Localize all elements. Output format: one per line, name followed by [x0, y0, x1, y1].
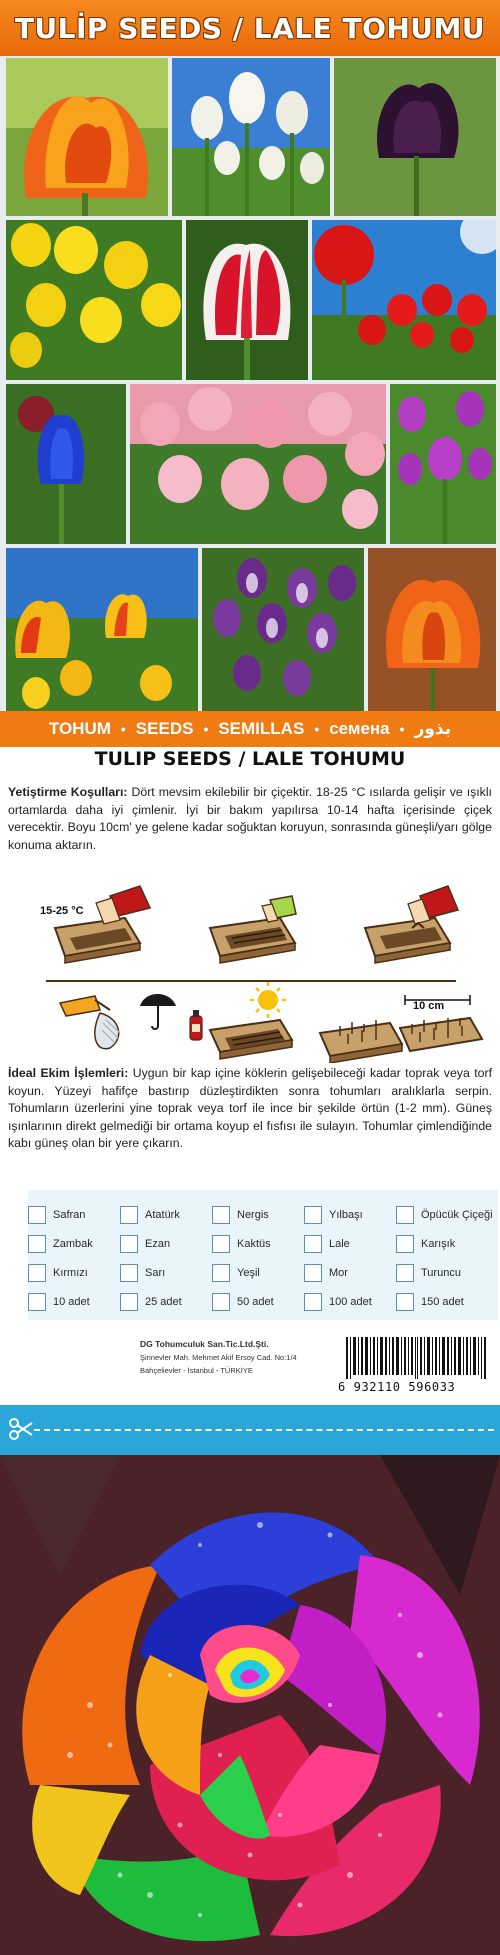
checklist-label: Zambak: [53, 1237, 93, 1250]
band-word-semillas: SEMILLAS: [218, 719, 305, 738]
growing-conditions-body: Dört mevsim ekilebilir bir çiçektir. 18-25 °C ısılarda gelişir ve ışıklı ortamlarda daha iyi çimlenir. İyi bir bakım yapılırsa 10-14 hafta içerisinde çiçek verecektir. Boyu 10cm' ye gelene kadar soğuktan koruyun, sonrasında güneşli/yarı gölge konuma aktarın.: [8, 785, 492, 852]
checklist-item: [120, 1293, 212, 1311]
checklist-item: [28, 1264, 120, 1282]
planting-steps-text: [8, 1065, 492, 1153]
checkbox[interactable]: [120, 1293, 138, 1311]
checkbox[interactable]: [212, 1264, 230, 1282]
tulip-photo-collage: [0, 56, 500, 711]
company-info: [140, 1338, 330, 1377]
checklist-label: Karışık: [421, 1237, 456, 1250]
purple-white-tulips-photo: [202, 548, 364, 711]
checklist-label: Öpücük Çiçeği: [421, 1208, 493, 1221]
checklist-item: [28, 1293, 120, 1311]
striped-tulip-photo: [186, 220, 308, 380]
purple-tulips-photo: [390, 384, 496, 544]
checklist-item: [396, 1264, 488, 1282]
black-tulip-photo: [334, 58, 496, 216]
planting-illustrations-row-1: [0, 868, 500, 968]
checkbox[interactable]: [120, 1235, 138, 1253]
checkbox[interactable]: [120, 1206, 138, 1224]
checkbox[interactable]: [212, 1206, 230, 1224]
checklist-row: [28, 1200, 498, 1229]
checklist-label: 150 adet: [421, 1295, 464, 1308]
seed-label-band: [0, 711, 500, 747]
checklist-label: Kırmızı: [53, 1266, 88, 1279]
seed-tray-covering-illustration: [365, 886, 458, 963]
checkbox[interactable]: [396, 1235, 414, 1253]
yellow-red-tulips-photo: [6, 548, 198, 711]
checklist-row: [28, 1229, 498, 1258]
variety-checklist: [28, 1200, 498, 1316]
checklist-item: [396, 1235, 488, 1253]
band-word-tohum: TOHUM: [48, 719, 111, 738]
band-separator: •: [120, 721, 126, 737]
barcode-number: 6 932110 596033: [338, 1380, 456, 1394]
product-title: TULİP SEEDS / LALE TOHUMU: [14, 11, 486, 45]
checklist-item: [120, 1235, 212, 1253]
checklist-label: 100 adet: [329, 1295, 372, 1308]
checkbox[interactable]: [28, 1235, 46, 1253]
band-separator: •: [314, 721, 320, 737]
checklist-label: Sarı: [145, 1266, 166, 1279]
spacing-label: 10 cm: [413, 1000, 445, 1012]
checkbox[interactable]: [28, 1293, 46, 1311]
checklist-item: [396, 1206, 493, 1224]
checklist-item: [212, 1293, 304, 1311]
checklist-label: Ezan: [145, 1237, 171, 1250]
yellow-tulips-photo: [6, 220, 182, 380]
checklist-label: Atatürk: [145, 1208, 180, 1221]
checklist-row: [28, 1287, 498, 1316]
cut-line-band: [0, 1405, 500, 1455]
checklist-label: 50 adet: [237, 1295, 274, 1308]
checklist-label: 10 adet: [53, 1295, 90, 1308]
band-separator: •: [203, 721, 209, 737]
planting-steps-label: İdeal Ekim İşlemleri:: [8, 1066, 129, 1080]
company-address-line-2: Bahçelievler - İstanbul - TÜRKİYE: [140, 1366, 253, 1375]
dashed-cut-line: [34, 1429, 494, 1431]
blue-tulip-photo: [6, 384, 126, 544]
checklist-label: 25 adet: [145, 1295, 182, 1308]
scissors-icon: [8, 1416, 34, 1442]
sprouting-tray-illustration: [320, 995, 482, 1063]
temperature-label: 15-25 °C: [40, 905, 84, 917]
red-tulip-field-photo: [312, 220, 496, 380]
checkbox[interactable]: [304, 1264, 322, 1282]
growing-conditions-label: Yetiştirme Koşulları:: [8, 785, 128, 799]
checkbox[interactable]: [28, 1206, 46, 1224]
pink-tulips-photo: [130, 384, 386, 544]
checkbox[interactable]: [120, 1264, 138, 1282]
checklist-label: Safran: [53, 1208, 86, 1221]
checklist-item: [120, 1206, 212, 1224]
band-word-seeds: SEEDS: [135, 719, 194, 738]
checkbox[interactable]: [212, 1235, 230, 1253]
checklist-item: [120, 1264, 212, 1282]
checklist-row: [28, 1258, 498, 1287]
company-name: DG Tohumculuk San.Tic.Ltd.Şti.: [140, 1339, 269, 1349]
checklist-item: [212, 1264, 304, 1282]
barcode: [338, 1337, 494, 1397]
seed-tray-soil-illustration: [55, 886, 150, 963]
checkbox[interactable]: [304, 1293, 322, 1311]
checkbox[interactable]: [396, 1264, 414, 1282]
checkbox[interactable]: [28, 1264, 46, 1282]
sun-icon: [250, 982, 286, 1018]
checklist-item: [304, 1264, 396, 1282]
bottle-icon: [190, 1010, 202, 1040]
checklist-item: [304, 1206, 396, 1224]
barcode-bars: [346, 1337, 488, 1379]
seed-tray-watered-illustration: [210, 1020, 292, 1059]
checklist-label: Nergis: [237, 1208, 269, 1221]
checklist-item: [396, 1293, 488, 1311]
checkbox[interactable]: [212, 1293, 230, 1311]
checklist-item: [212, 1206, 304, 1224]
umbrella-icon: [140, 994, 176, 1029]
checkbox[interactable]: [304, 1235, 322, 1253]
orange-tulip-closeup-photo: [368, 548, 496, 711]
checklist-item: [212, 1235, 304, 1253]
checklist-item: [304, 1293, 396, 1311]
seed-tray-planting-illustration: [210, 896, 296, 963]
planting-illustrations-row-2: [0, 978, 500, 1063]
checklist-label: Turuncu: [421, 1266, 461, 1279]
watering-can-icon: [60, 996, 120, 1049]
checkbox[interactable]: [304, 1206, 322, 1224]
checklist-label: Lale: [329, 1237, 350, 1250]
checklist-label: Yılbaşı: [329, 1208, 363, 1221]
checklist-item: [28, 1206, 120, 1224]
checklist-label: Mor: [329, 1266, 348, 1279]
checklist-item: [304, 1235, 396, 1253]
planting-steps-body: Uygun bir kap içine köklerin gelişebileceği kadar toprak veya torf koyun. Yüzeyi hafifçe bastırıp düzleştirdikten sonra tohumları aralıklarla serpin. Tohumların üzerlerini yine toprak veya torf ile ince bir şekilde örtün (1-2 mm). Güneş ışınlarının direkt gelmediği bir ortama koyup el fısfısı ile sulayın. Tohumlar çimlendiğinde kabı güneş olan bir yere çıkarın.: [8, 1066, 492, 1150]
package-subtitle: TULIP SEEDS / LALE TOHUMU: [94, 748, 406, 770]
rainbow-rose-photo: [0, 1455, 500, 1955]
variety-checklist-panel: [28, 1190, 498, 1320]
band-word-arabic: بذور: [414, 719, 452, 738]
product-title-banner: [0, 0, 500, 56]
checklist-label: Yeşil: [237, 1266, 260, 1279]
white-tulips-photo: [172, 58, 330, 216]
checkbox[interactable]: [396, 1293, 414, 1311]
checklist-item: [28, 1235, 120, 1253]
orange-tulip-photo: [6, 58, 168, 216]
checkbox[interactable]: [396, 1206, 414, 1224]
band-separator: •: [399, 721, 405, 737]
growing-conditions-text: [8, 784, 492, 854]
checklist-label: Kaktüs: [237, 1237, 271, 1250]
band-word-semena: семена: [329, 719, 390, 738]
company-address-line-1: Şirinevler Mah. Mehmet Akif Ersoy Cad. No:1/4: [140, 1353, 297, 1362]
